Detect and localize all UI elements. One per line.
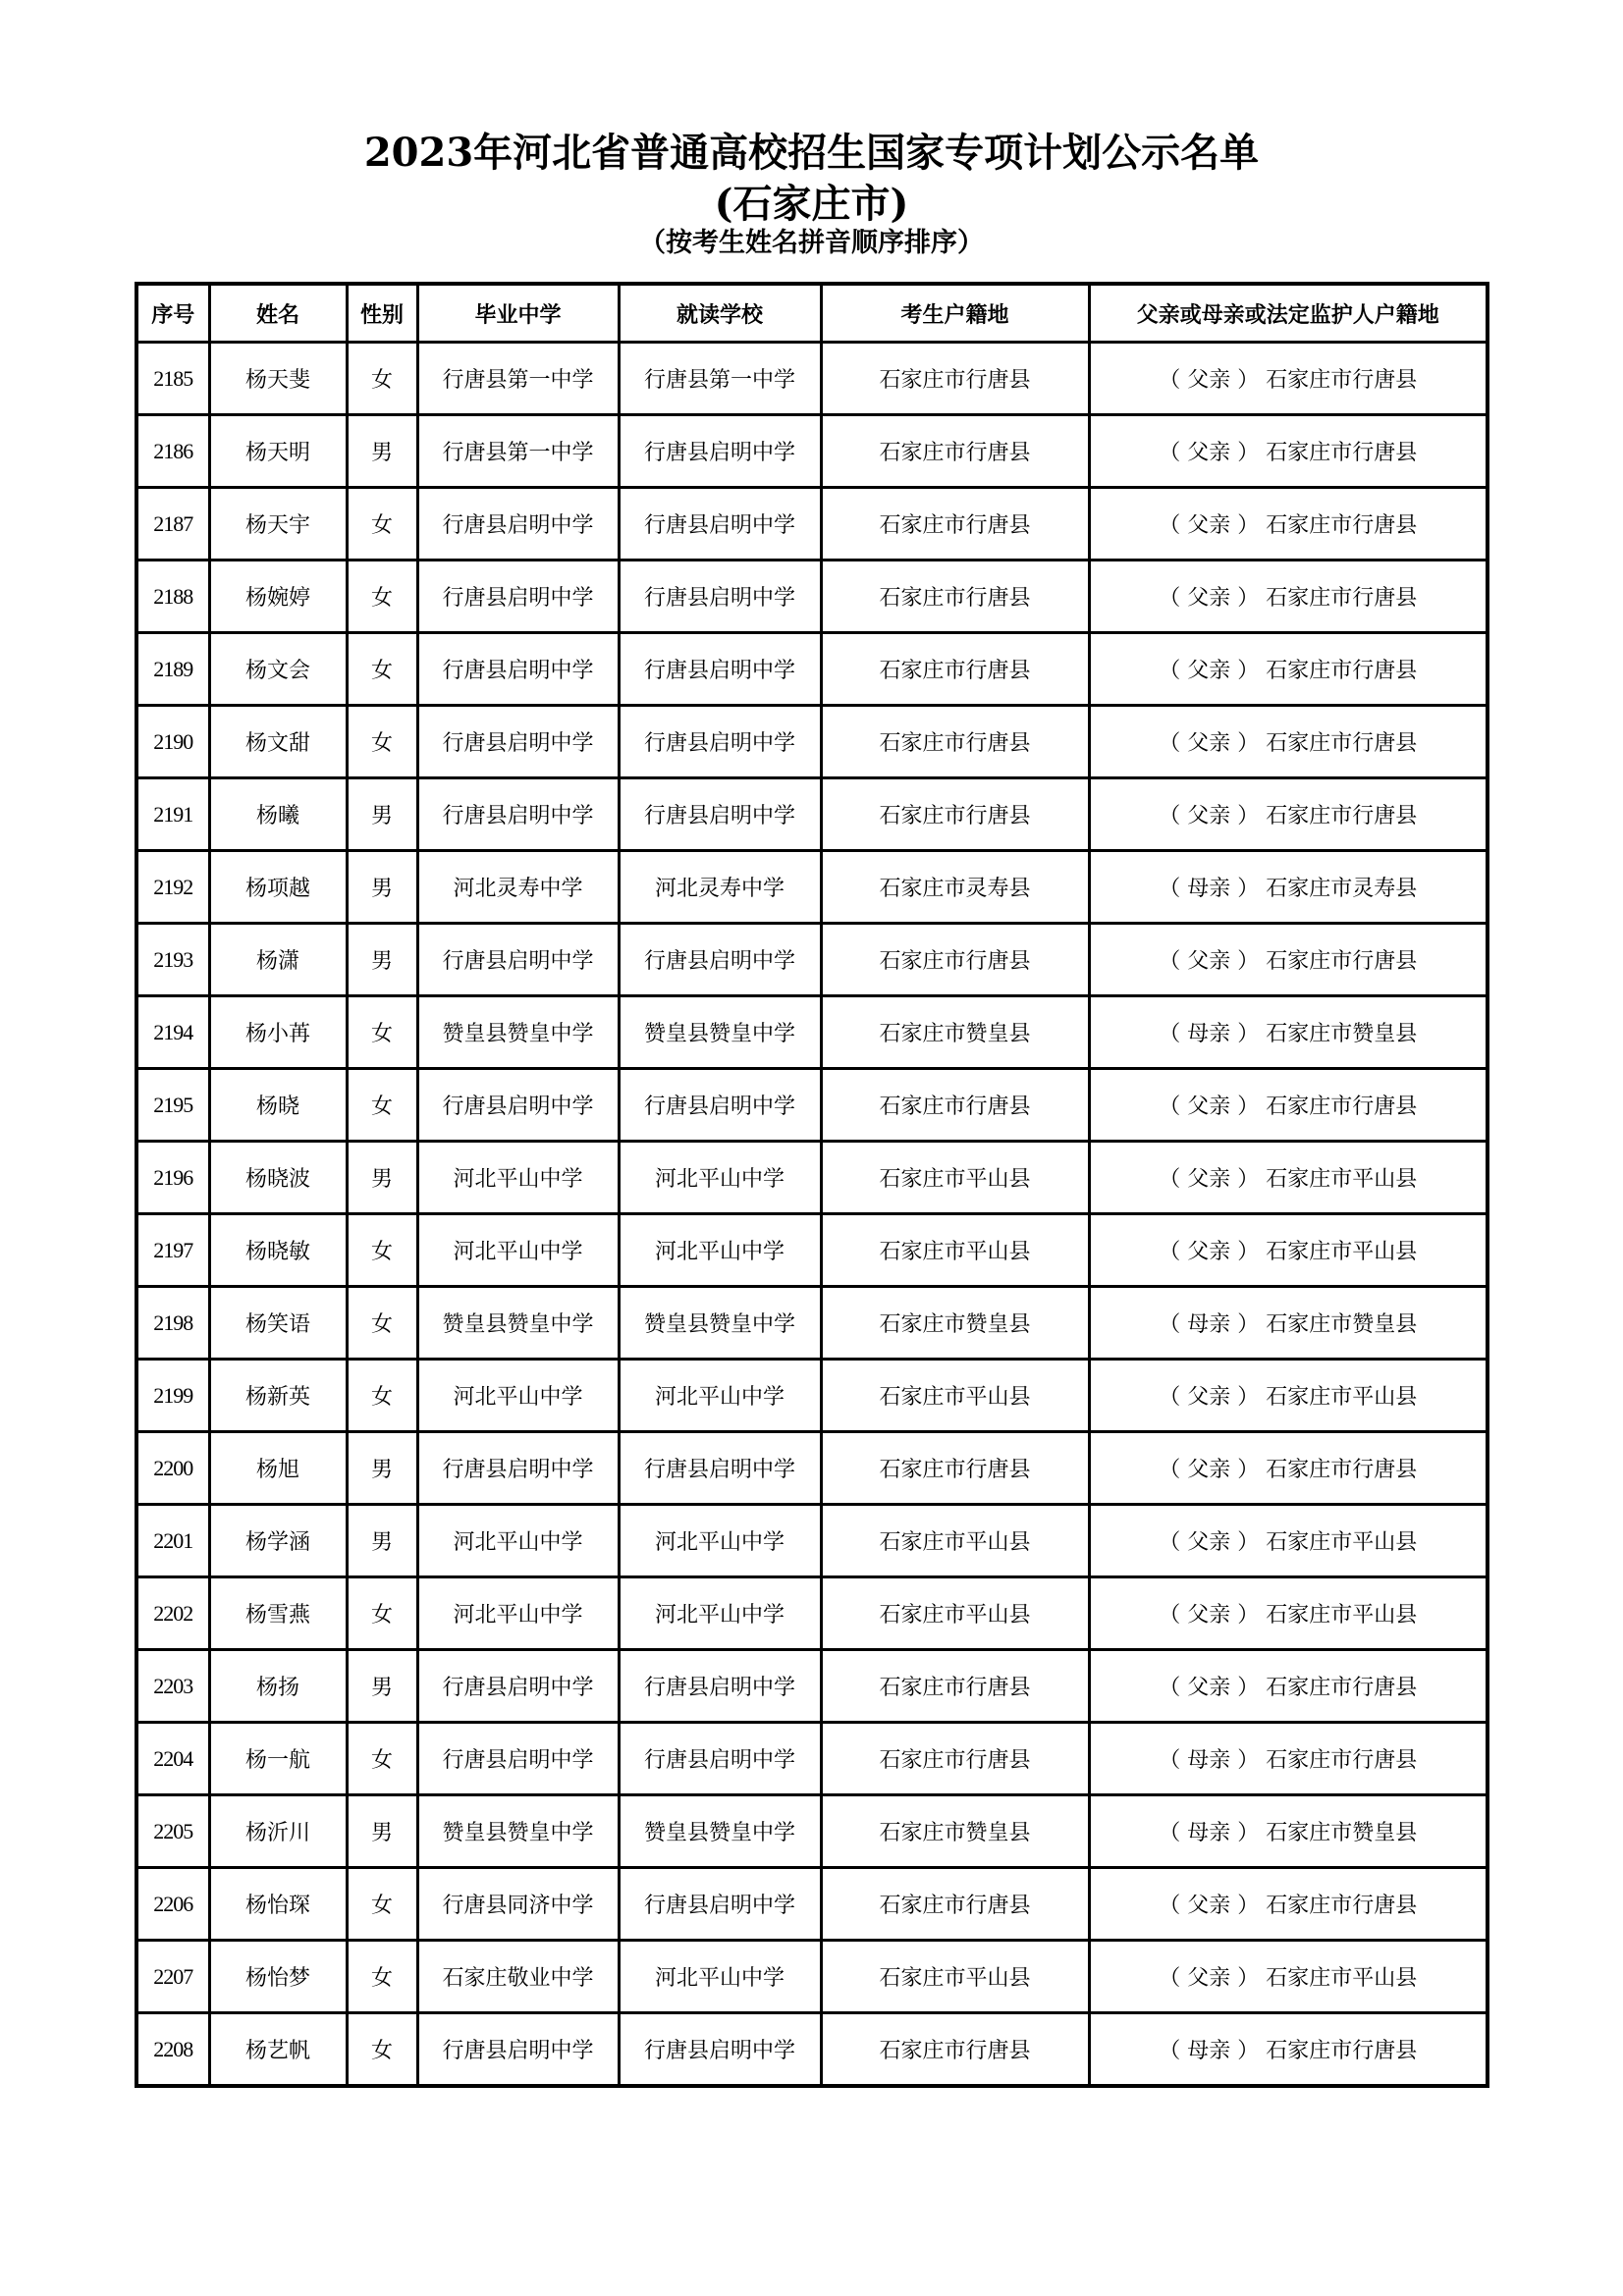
table-row [136, 778, 1488, 851]
row-number: 2185 [136, 343, 209, 415]
candidate-hukou: 石家庄市行唐县 [821, 343, 1089, 415]
candidate-gender: 女 [347, 488, 417, 561]
table-row [136, 1360, 1488, 1432]
column-header-current-school: 就读学校 [619, 284, 821, 343]
column-header-graduation-school: 毕业中学 [417, 284, 619, 343]
candidate-name: 杨婉婷 [209, 561, 347, 633]
candidate-gender: 男 [347, 851, 417, 924]
guardian-hukou: （ 母亲 ） 石家庄市赞皇县 [1089, 1287, 1488, 1360]
graduation-school: 赞皇县赞皇中学 [417, 1287, 619, 1360]
candidate-hukou: 石家庄市行唐县 [821, 706, 1089, 778]
table-row [136, 1650, 1488, 1723]
guardian-hukou: （ 父亲 ） 石家庄市平山县 [1089, 1214, 1488, 1287]
candidate-name: 杨扬 [209, 1650, 347, 1723]
graduation-school: 赞皇县赞皇中学 [417, 996, 619, 1069]
table-row [136, 924, 1488, 996]
candidate-gender: 男 [347, 415, 417, 488]
graduation-school: 行唐县启明中学 [417, 633, 619, 706]
candidate-gender: 男 [347, 1795, 417, 1868]
current-school: 河北平山中学 [619, 1577, 821, 1650]
guardian-hukou: （ 父亲 ） 石家庄市行唐县 [1089, 343, 1488, 415]
current-school: 行唐县启明中学 [619, 1650, 821, 1723]
candidate-gender: 女 [347, 1868, 417, 1941]
graduation-school: 河北平山中学 [417, 1360, 619, 1432]
candidate-name: 杨曦 [209, 778, 347, 851]
current-school: 河北平山中学 [619, 1214, 821, 1287]
candidate-gender: 男 [347, 924, 417, 996]
candidate-name: 杨晓敏 [209, 1214, 347, 1287]
table-body [136, 343, 1488, 2087]
table-row [136, 1795, 1488, 1868]
current-school: 赞皇县赞皇中学 [619, 1287, 821, 1360]
candidate-name: 杨项越 [209, 851, 347, 924]
table-row [136, 1941, 1488, 2013]
row-number: 2186 [136, 415, 209, 488]
row-number: 2193 [136, 924, 209, 996]
candidate-name: 杨文甜 [209, 706, 347, 778]
row-number: 2207 [136, 1941, 209, 2013]
candidate-gender: 女 [347, 2013, 417, 2087]
candidate-hukou: 石家庄市行唐县 [821, 1868, 1089, 1941]
candidate-gender: 男 [347, 778, 417, 851]
column-header-gender: 性别 [347, 284, 417, 343]
row-number: 2203 [136, 1650, 209, 1723]
candidate-gender: 女 [347, 1069, 417, 1142]
row-number: 2202 [136, 1577, 209, 1650]
row-number: 2188 [136, 561, 209, 633]
candidate-name: 杨笑语 [209, 1287, 347, 1360]
table-row [136, 996, 1488, 1069]
candidate-hukou: 石家庄市平山县 [821, 1505, 1089, 1577]
current-school: 河北平山中学 [619, 1505, 821, 1577]
candidate-hukou: 石家庄市平山县 [821, 1360, 1089, 1432]
row-number: 2192 [136, 851, 209, 924]
candidate-gender: 男 [347, 1432, 417, 1505]
column-header-number: 序号 [136, 284, 209, 343]
row-number: 2197 [136, 1214, 209, 1287]
guardian-hukou: （ 父亲 ） 石家庄市行唐县 [1089, 1432, 1488, 1505]
candidate-gender: 男 [347, 1142, 417, 1214]
table-row [136, 2013, 1488, 2087]
row-number: 2187 [136, 488, 209, 561]
candidate-name: 杨艺帆 [209, 2013, 347, 2087]
candidate-hukou: 石家庄市行唐县 [821, 924, 1089, 996]
candidate-hukou: 石家庄市赞皇县 [821, 1287, 1089, 1360]
candidate-gender: 女 [347, 343, 417, 415]
table-row [136, 488, 1488, 561]
current-school: 行唐县启明中学 [619, 1868, 821, 1941]
guardian-hukou: （ 母亲 ） 石家庄市行唐县 [1089, 2013, 1488, 2087]
candidate-gender: 男 [347, 1650, 417, 1723]
guardian-hukou: （ 母亲 ） 石家庄市行唐县 [1089, 1723, 1488, 1795]
table-header-row [136, 284, 1488, 343]
graduation-school: 行唐县启明中学 [417, 924, 619, 996]
guardian-hukou: （ 母亲 ） 石家庄市赞皇县 [1089, 1795, 1488, 1868]
graduation-school: 行唐县启明中学 [417, 706, 619, 778]
graduation-school: 河北平山中学 [417, 1505, 619, 1577]
candidate-hukou: 石家庄市灵寿县 [821, 851, 1089, 924]
candidate-hukou: 石家庄市平山县 [821, 1577, 1089, 1650]
candidate-name: 杨雪燕 [209, 1577, 347, 1650]
candidate-name: 杨潇 [209, 924, 347, 996]
graduation-school: 行唐县启明中学 [417, 488, 619, 561]
table-row [136, 1868, 1488, 1941]
current-school: 行唐县启明中学 [619, 633, 821, 706]
guardian-hukou: （ 母亲 ） 石家庄市赞皇县 [1089, 996, 1488, 1069]
current-school: 行唐县启明中学 [619, 924, 821, 996]
row-number: 2191 [136, 778, 209, 851]
guardian-hukou: （ 父亲 ） 石家庄市行唐县 [1089, 561, 1488, 633]
current-school: 行唐县启明中学 [619, 2013, 821, 2087]
graduation-school: 行唐县启明中学 [417, 1723, 619, 1795]
candidate-name: 杨学涵 [209, 1505, 347, 1577]
graduation-school: 行唐县启明中学 [417, 1650, 619, 1723]
graduation-school: 行唐县启明中学 [417, 778, 619, 851]
candidate-name: 杨小苒 [209, 996, 347, 1069]
document-subtitle-city: (石家庄市) [714, 181, 909, 227]
graduation-school: 河北灵寿中学 [417, 851, 619, 924]
table-row [136, 1723, 1488, 1795]
candidate-hukou: 石家庄市行唐县 [821, 2013, 1089, 2087]
graduation-school: 行唐县启明中学 [417, 2013, 619, 2087]
candidate-gender: 女 [347, 1287, 417, 1360]
row-number: 2201 [136, 1505, 209, 1577]
candidate-hukou: 石家庄市行唐县 [821, 1432, 1089, 1505]
table-row [136, 415, 1488, 488]
candidate-gender: 女 [347, 1214, 417, 1287]
graduation-school: 行唐县启明中学 [417, 1069, 619, 1142]
candidate-gender: 女 [347, 706, 417, 778]
candidate-name: 杨天明 [209, 415, 347, 488]
candidate-gender: 女 [347, 1723, 417, 1795]
candidate-name: 杨天斐 [209, 343, 347, 415]
candidate-hukou: 石家庄市赞皇县 [821, 996, 1089, 1069]
row-number: 2196 [136, 1142, 209, 1214]
row-number: 2204 [136, 1723, 209, 1795]
guardian-hukou: （ 父亲 ） 石家庄市行唐县 [1089, 633, 1488, 706]
guardian-hukou: （ 父亲 ） 石家庄市平山县 [1089, 1360, 1488, 1432]
row-number: 2200 [136, 1432, 209, 1505]
graduation-school: 行唐县启明中学 [417, 561, 619, 633]
current-school: 河北平山中学 [619, 1360, 821, 1432]
candidate-table [135, 282, 1489, 2088]
candidate-hukou: 石家庄市行唐县 [821, 778, 1089, 851]
candidate-name: 杨文会 [209, 633, 347, 706]
table-row [136, 561, 1488, 633]
graduation-school: 行唐县同济中学 [417, 1868, 619, 1941]
table-row [136, 1432, 1488, 1505]
column-header-guardian-hukou: 父亲或母亲或法定监护人户籍地 [1089, 284, 1488, 343]
document-title: 2023年河北省普通高校招生国家专项计划公示名单 [363, 130, 1260, 176]
candidate-name: 杨晓 [209, 1069, 347, 1142]
candidate-hukou: 石家庄市行唐县 [821, 1723, 1089, 1795]
table-row [136, 1287, 1488, 1360]
candidate-hukou: 石家庄市行唐县 [821, 1650, 1089, 1723]
guardian-hukou: （ 父亲 ） 石家庄市平山县 [1089, 1577, 1488, 1650]
document-sort-note: （按考生姓名拼音顺序排序） [639, 228, 984, 258]
table-row [136, 851, 1488, 924]
candidate-name: 杨一航 [209, 1723, 347, 1795]
table-row [136, 1505, 1488, 1577]
graduation-school: 赞皇县赞皇中学 [417, 1795, 619, 1868]
row-number: 2190 [136, 706, 209, 778]
graduation-school: 行唐县启明中学 [417, 1432, 619, 1505]
table-row [136, 633, 1488, 706]
guardian-hukou: （ 父亲 ） 石家庄市平山县 [1089, 1941, 1488, 2013]
current-school: 行唐县启明中学 [619, 488, 821, 561]
candidate-name: 杨新英 [209, 1360, 347, 1432]
guardian-hukou: （ 父亲 ） 石家庄市平山县 [1089, 1505, 1488, 1577]
candidate-hukou: 石家庄市行唐县 [821, 633, 1089, 706]
row-number: 2206 [136, 1868, 209, 1941]
row-number: 2189 [136, 633, 209, 706]
current-school: 行唐县第一中学 [619, 343, 821, 415]
row-number: 2199 [136, 1360, 209, 1432]
guardian-hukou: （ 父亲 ） 石家庄市行唐县 [1089, 778, 1488, 851]
guardian-hukou: （ 父亲 ） 石家庄市行唐县 [1089, 924, 1488, 996]
candidate-gender: 女 [347, 561, 417, 633]
candidate-name: 杨怡琛 [209, 1868, 347, 1941]
table-row [136, 1142, 1488, 1214]
guardian-hukou: （ 父亲 ） 石家庄市行唐县 [1089, 1868, 1488, 1941]
table-row [136, 706, 1488, 778]
candidate-hukou: 石家庄市平山县 [821, 1142, 1089, 1214]
guardian-hukou: （ 父亲 ） 石家庄市行唐县 [1089, 1650, 1488, 1723]
graduation-school: 河北平山中学 [417, 1142, 619, 1214]
guardian-hukou: （ 父亲 ） 石家庄市行唐县 [1089, 1069, 1488, 1142]
row-number: 2205 [136, 1795, 209, 1868]
current-school: 河北平山中学 [619, 1941, 821, 2013]
table-row [136, 1577, 1488, 1650]
current-school: 行唐县启明中学 [619, 1432, 821, 1505]
column-header-candidate-hukou: 考生户籍地 [821, 284, 1089, 343]
current-school: 行唐县启明中学 [619, 561, 821, 633]
current-school: 行唐县启明中学 [619, 1069, 821, 1142]
table-row [136, 1214, 1488, 1287]
candidate-gender: 男 [347, 1505, 417, 1577]
candidate-hukou: 石家庄市行唐县 [821, 415, 1089, 488]
current-school: 河北灵寿中学 [619, 851, 821, 924]
candidate-gender: 女 [347, 1941, 417, 2013]
column-header-name: 姓名 [209, 284, 347, 343]
candidate-name: 杨怡梦 [209, 1941, 347, 2013]
candidate-hukou: 石家庄市平山县 [821, 1214, 1089, 1287]
candidate-hukou: 石家庄市赞皇县 [821, 1795, 1089, 1868]
candidate-gender: 女 [347, 633, 417, 706]
row-number: 2194 [136, 996, 209, 1069]
table-row [136, 343, 1488, 415]
candidate-hukou: 石家庄市行唐县 [821, 1069, 1089, 1142]
guardian-hukou: （ 父亲 ） 石家庄市平山县 [1089, 1142, 1488, 1214]
guardian-hukou: （ 父亲 ） 石家庄市行唐县 [1089, 415, 1488, 488]
candidate-hukou: 石家庄市行唐县 [821, 488, 1089, 561]
current-school: 行唐县启明中学 [619, 778, 821, 851]
graduation-school: 行唐县第一中学 [417, 343, 619, 415]
graduation-school: 行唐县第一中学 [417, 415, 619, 488]
candidate-hukou: 石家庄市行唐县 [821, 561, 1089, 633]
row-number: 2208 [136, 2013, 209, 2087]
current-school: 行唐县启明中学 [619, 706, 821, 778]
current-school: 行唐县启明中学 [619, 1723, 821, 1795]
guardian-hukou: （ 父亲 ） 石家庄市行唐县 [1089, 706, 1488, 778]
current-school: 赞皇县赞皇中学 [619, 996, 821, 1069]
row-number: 2195 [136, 1069, 209, 1142]
graduation-school: 河北平山中学 [417, 1214, 619, 1287]
candidate-hukou: 石家庄市平山县 [821, 1941, 1089, 2013]
candidate-gender: 女 [347, 996, 417, 1069]
candidate-gender: 女 [347, 1577, 417, 1650]
candidate-name: 杨沂川 [209, 1795, 347, 1868]
candidate-name: 杨晓波 [209, 1142, 347, 1214]
row-number: 2198 [136, 1287, 209, 1360]
graduation-school: 河北平山中学 [417, 1577, 619, 1650]
candidate-name: 杨天宇 [209, 488, 347, 561]
table-row [136, 1069, 1488, 1142]
guardian-hukou: （ 母亲 ） 石家庄市灵寿县 [1089, 851, 1488, 924]
graduation-school: 石家庄敬业中学 [417, 1941, 619, 2013]
guardian-hukou: （ 父亲 ） 石家庄市行唐县 [1089, 488, 1488, 561]
current-school: 行唐县启明中学 [619, 415, 821, 488]
candidate-gender: 女 [347, 1360, 417, 1432]
current-school: 河北平山中学 [619, 1142, 821, 1214]
candidate-name: 杨旭 [209, 1432, 347, 1505]
current-school: 赞皇县赞皇中学 [619, 1795, 821, 1868]
